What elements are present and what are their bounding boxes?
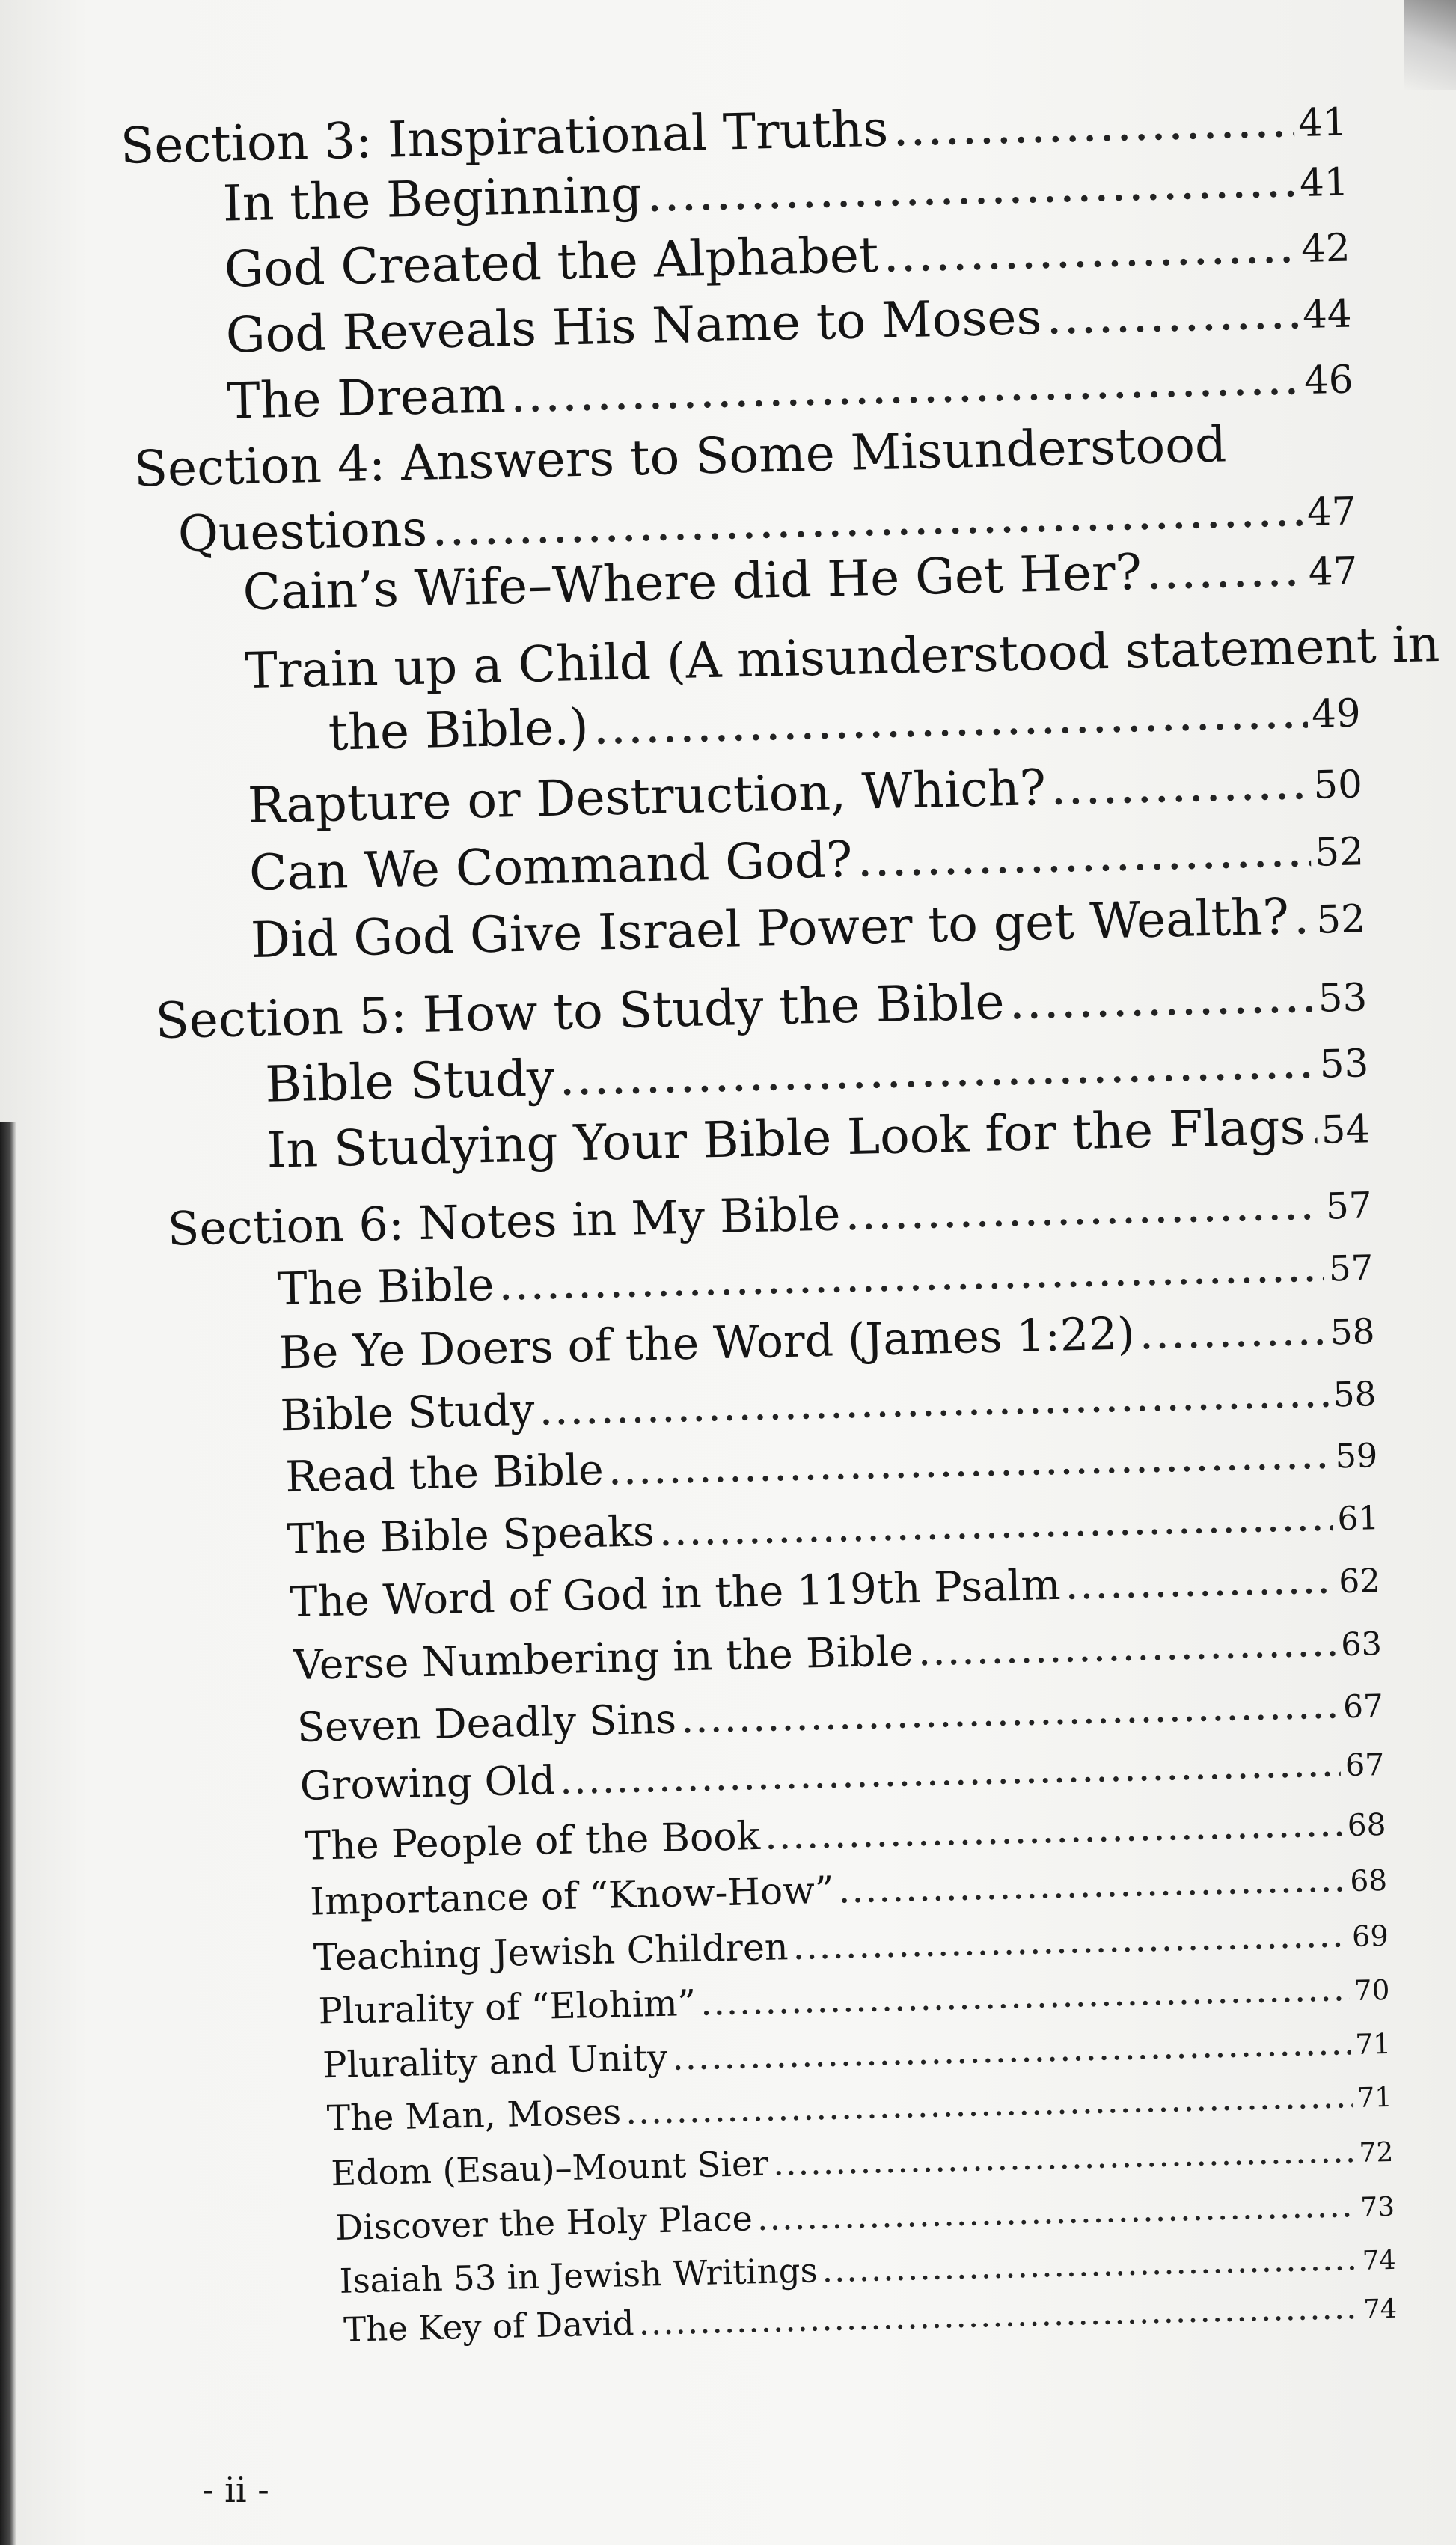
leader-dots <box>857 822 1312 887</box>
leader-dots <box>558 1034 1315 1106</box>
toc-entry <box>293 1618 1383 1690</box>
book-spine-shadow <box>0 1122 16 2545</box>
toc-entry <box>287 1492 1380 1563</box>
toc-page-number: 47 <box>1306 489 1357 535</box>
toc-entry <box>290 1555 1381 1626</box>
toc-entry <box>313 1913 1389 1978</box>
toc-label: Rapture or Destruction, Which? <box>247 758 1047 835</box>
leader-dots <box>773 2131 1356 2182</box>
toc-label: The Dream <box>226 366 507 430</box>
leader-dots <box>1050 755 1309 815</box>
toc-page-number: 41 <box>1297 100 1348 147</box>
leader-dots <box>498 1241 1325 1310</box>
toc-label: Isaiah 53 in Jewish Writings <box>339 2250 819 2301</box>
leader-dots <box>646 153 1296 221</box>
toc-page-number: 61 <box>1336 1499 1380 1539</box>
toc-entry <box>250 888 1365 968</box>
toc-entry <box>248 821 1364 900</box>
page-number-footer: - ii - <box>202 2469 269 2510</box>
toc-entry <box>225 283 1352 363</box>
toc-label: In the Beginning <box>221 165 643 233</box>
toc-label: Verse Numbering in the Bible <box>293 1627 914 1690</box>
toc-page-number: 70 <box>1353 1973 1390 2007</box>
toc-page-number: 68 <box>1349 1863 1388 1899</box>
toc-page-number: 49 <box>1311 691 1362 737</box>
toc-label: Did God Give Israel Power to get Wealth? <box>250 887 1290 970</box>
toc-label: Teaching Jewish Children <box>313 1925 789 1979</box>
toc-label: Bible Study <box>264 1048 556 1113</box>
leader-dots <box>1065 1556 1335 1608</box>
leader-dots <box>917 1619 1337 1673</box>
toc-page-number: 72 <box>1359 2136 1394 2169</box>
toc-page-number: 62 <box>1338 1562 1381 1601</box>
toc-entry <box>247 754 1362 833</box>
leader-dots <box>658 1493 1333 1554</box>
toc-label: In Studying Your Bible Look for the Flags <box>266 1098 1306 1179</box>
toc-entry <box>285 1429 1378 1501</box>
toc-entry <box>310 1857 1388 1923</box>
leader-dots <box>608 1431 1331 1494</box>
toc-label: Discover the Holy Place <box>334 2198 753 2248</box>
leader-dots <box>892 93 1294 156</box>
toc-entry <box>331 2130 1394 2193</box>
toc-label: Train up a Child (A misunderstood statement in <box>244 614 1440 700</box>
toc-page-number: 52 <box>1314 829 1365 876</box>
toc-label: The Man, Moses <box>326 2092 622 2140</box>
leader-dots <box>559 1741 1341 1803</box>
toc-page-number: 69 <box>1351 1919 1389 1955</box>
toc-entry <box>299 1741 1385 1809</box>
leader-dots <box>1309 1100 1318 1155</box>
toc-page-number: 53 <box>1318 975 1368 1021</box>
toc-page-number: 47 <box>1308 549 1359 595</box>
toc-entry <box>326 2076 1392 2139</box>
toc-label: The Key of David <box>343 2303 635 2350</box>
toc-page-number: 42 <box>1300 225 1351 272</box>
toc-entry <box>266 1099 1371 1178</box>
toc-entry <box>335 2185 1395 2247</box>
toc-label: Bible Study <box>279 1384 536 1441</box>
toc-entry <box>296 1681 1383 1750</box>
toc-label: Plurality and Unity <box>322 2036 668 2087</box>
leader-dots <box>1045 284 1298 344</box>
leader-dots <box>756 2186 1356 2237</box>
leader-dots <box>700 1969 1351 2023</box>
toc-label: Section 3: Inspirational Truths <box>120 100 889 175</box>
toc-page-number: 74 <box>1362 2293 1398 2325</box>
toc-page-number: 44 <box>1302 291 1353 337</box>
leader-dots <box>838 1858 1346 1910</box>
toc-label: Be Ye Doers of the Word (James 1:22) <box>278 1307 1136 1380</box>
toc-page-number: 71 <box>1356 2080 1393 2114</box>
leader-dots <box>1139 1305 1327 1359</box>
leader-dots <box>764 1802 1343 1858</box>
toc-label: Questions <box>177 499 428 563</box>
leader-dots <box>593 684 1308 754</box>
toc-label: Growing Old <box>299 1758 556 1809</box>
toc-page-number: 57 <box>1325 1185 1373 1228</box>
toc-page-number: 73 <box>1359 2191 1395 2223</box>
toc-page-number: 67 <box>1345 1746 1386 1784</box>
toc-entry <box>322 2022 1392 2086</box>
toc-page-number: 57 <box>1328 1248 1374 1290</box>
leader-dots <box>822 2240 1358 2289</box>
toc-entry <box>224 218 1351 298</box>
toc-page-number: 50 <box>1312 762 1363 808</box>
toc-label: The Bible <box>276 1258 495 1316</box>
page-corner-shadow <box>1404 0 1456 90</box>
toc-entry <box>318 1968 1390 2032</box>
toc-page-number: 46 <box>1303 357 1354 403</box>
toc-page-number: 52 <box>1315 896 1366 943</box>
toc-page-number: 74 <box>1362 2244 1397 2276</box>
leader-dots <box>680 1681 1339 1741</box>
leader-dots <box>792 1914 1348 1967</box>
toc-label: Importance of “Know-How” <box>309 1868 835 1924</box>
toc-label: The People of the Book <box>304 1813 761 1869</box>
toc-label: Read the Bible <box>284 1445 605 1503</box>
toc-entry <box>277 1240 1374 1314</box>
toc-label: Cain’s Wife–Where did He Get Her? <box>242 543 1143 622</box>
leader-dots <box>539 1369 1330 1435</box>
toc-page-number: 54 <box>1321 1107 1371 1153</box>
toc-entry <box>305 1801 1386 1869</box>
leader-dots <box>1145 542 1305 599</box>
toc-page-number: 63 <box>1340 1625 1383 1664</box>
toc-label: the Bible.) <box>328 697 590 762</box>
toc-page-number: 58 <box>1333 1374 1377 1415</box>
leader-dots <box>883 219 1297 282</box>
toc-label: Seven Deadly Sins <box>296 1695 677 1751</box>
leader-dots <box>510 350 1300 423</box>
leader-dots <box>845 1178 1322 1240</box>
toc-label: Plurality of “Elohim” <box>318 1982 697 2033</box>
toc-page-number: 59 <box>1335 1437 1378 1476</box>
toc-section-4 <box>132 415 1227 498</box>
toc-page-number: 67 <box>1342 1687 1384 1726</box>
toc-label: The Bible Speaks <box>286 1507 655 1565</box>
toc-page-number: 53 <box>1319 1041 1369 1087</box>
toc-label: Can We Command God? <box>248 830 854 902</box>
toc-page-number: 58 <box>1330 1312 1376 1354</box>
toc-page-number: 71 <box>1354 2026 1392 2061</box>
toc-label: Edom (Esau)–Mount Sier <box>330 2142 769 2194</box>
toc-entry <box>280 1367 1377 1440</box>
toc-label: God Reveals His Name to Moses <box>224 287 1043 364</box>
toc-label: The Word of God in the 119th Psalm <box>289 1560 1062 1628</box>
toc-label: God Created the Alphabet <box>223 225 880 299</box>
leader-dots <box>625 2077 1353 2132</box>
leader-dots <box>1009 968 1315 1030</box>
toc-label: Section 6: Notes in My Bible <box>167 1186 842 1256</box>
leader-dots <box>672 2023 1351 2077</box>
toc-section-6 <box>167 1176 1372 1255</box>
toc-page-number: 41 <box>1299 159 1350 207</box>
leader-dots <box>1293 890 1312 944</box>
toc-entry <box>278 1304 1375 1378</box>
toc-page-number: 68 <box>1347 1806 1386 1844</box>
toc-label: Section 4: Answers to Some Misunderstood <box>132 415 1227 498</box>
toc-label: Section 5: How to Study the Bible <box>154 973 1006 1050</box>
table-of-contents <box>112 83 1440 2356</box>
leader-dots <box>638 2288 1359 2341</box>
